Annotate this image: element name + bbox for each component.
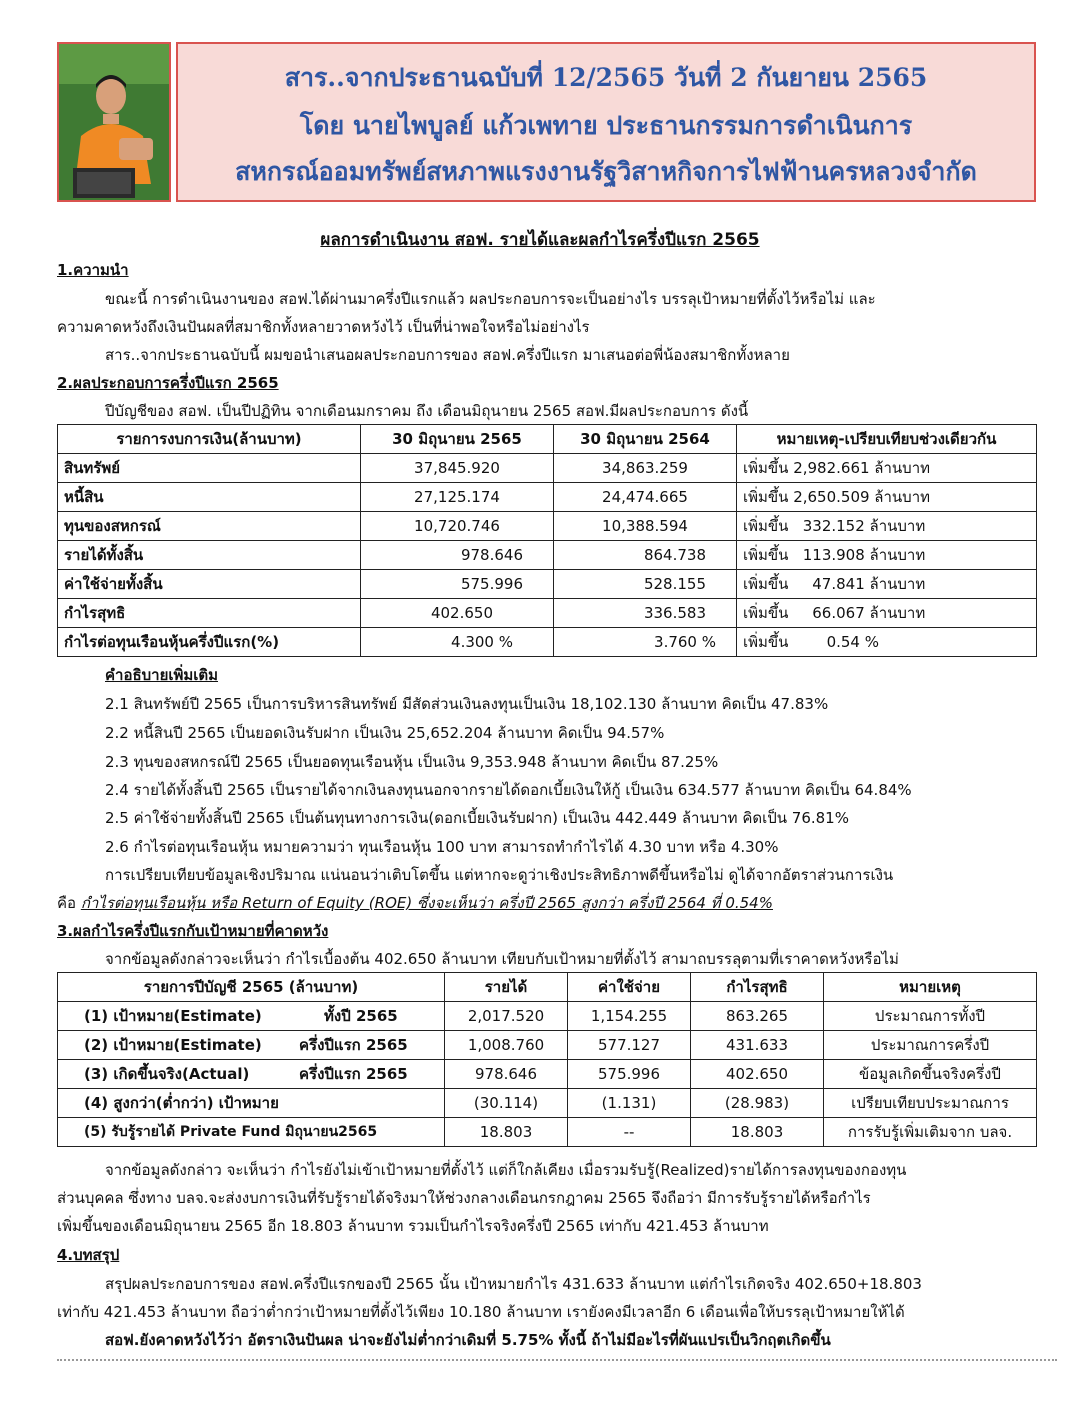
table-row [58,454,1037,483]
comparison-paragraph-b [57,891,773,915]
s3-intro: จากข้อมูลดังกล่าวจะเห็นว่า กำไรเบื้องต้น 402.650 ล้านบาท เทียบกับเป้าหมายที่ตั้งไว้ สามาถบรรลุตามที่เราคาดหวังหรือไม่ [105,950,899,968]
document-title: ผลการดำเนินงาน สอฟ. รายได้และผลกำไรครึ่งปีแรก 2565 [320,230,760,250]
s4-paragraph-a: สรุปผลประกอบการของ สอฟ.ครึ่งปีแรกของปี 2565 นั้น เป้าหมายกำไร 431.633 ล้านบาท แต่กำไรเกิดจริง 402.650+18.803 [105,1275,922,1293]
explanation-heading: คำอธิบายเพิ่มเติม [105,666,219,684]
table-row [58,1002,1037,1031]
expense: 577.127 [568,1031,691,1060]
note-value: 47.841 ล้านบาท [812,575,926,593]
row-period: ครึ่งปีแรก 2565 [299,1036,408,1054]
expense: -- [568,1118,691,1147]
header-line-1: สาร..จากประธานฉบับที่ 12/2565 วันที่ 2 กันยายน 2565 [284,63,928,92]
table-header-row [58,973,1037,1002]
explanation-2-4: 2.4 รายได้ทั้งสิ้นปี 2565 เป็นรายได้จากเงินลงทุนนอกจากรายได้ดอกเบี้ยเงินให้กู้ เป็นเงิน 634.577 ล้านบาท คิดเป็น 64.84% [105,781,912,799]
row-label: กำไรต่อทุนเรือนหุ้นครึ่งปีแรก(%) [58,628,361,657]
revenue: 1,008.760 [445,1031,568,1060]
row-label: ทุนของสหกรณ์ [58,512,361,541]
table-row [58,512,1037,541]
net-profit: 863.265 [691,1002,824,1031]
row-item: (1) เป้าหมาย(Estimate) [84,1007,262,1025]
explanation-2-2: 2.2 หนี้สินปี 2565 เป็นยอดเงินรับฝาก เป็นเงิน 25,652.204 ล้านบาท คิดเป็น 94.57% [105,724,665,742]
value-2565: 978.646 [361,541,554,570]
revenue: 18.803 [445,1118,568,1147]
row-label: หนี้สิน [58,483,361,512]
section-3-heading: 3.ผลกำไรครึ่งปีแรกกับเป้าหมายที่คาดหวัง [57,922,329,940]
header-line-2: โดย นายไพบูลย์ แก้วเพทาย ประธานกรรมการดำเนินการ [299,111,913,140]
note-value: 66.067 ล้านบาท [812,604,926,622]
explanation-2-5: 2.5 ค่าใช้จ่ายทั้งสิ้นปี 2565 เป็นต้นทุนทางการเงิน(ดอกเบี้ยเงินรับฝาก) เป็นเงิน 442.449 ล้านบาท คิดเป็น 76.81% [105,809,849,827]
table-row [58,1060,1037,1089]
revenue: 978.646 [445,1060,568,1089]
net-profit: 402.650 [691,1060,824,1089]
financial-statement-table [57,424,1037,657]
comparison-note [737,541,1037,570]
note: ข้อมูลเกิดขึ้นจริงครึ่งปี [824,1060,1037,1089]
table-row [58,1089,1037,1118]
note: การรับรู้เพิ่มเติมจาก บลจ. [824,1118,1037,1147]
roe-statement: กำไรต่อทุนเรือนหุ้น หรือ Return of Equity (ROE) ซึ่งจะเห็นว่า ครึ่งปี 2565 สูงกว่า ครึ่งปี 2564 ที่ 0.54% [80,894,773,912]
note-word: เพิ่มขึ้น [743,517,789,535]
row-label [58,1031,445,1060]
row-label [58,1118,445,1147]
value-2565: 27,125.174 [361,483,554,512]
row-label: ค่าใช้จ่ายทั้งสิ้น [58,570,361,599]
revenue: (30.114) [445,1089,568,1118]
note: ประมาณการทั้งปี [824,1002,1037,1031]
table-row [58,541,1037,570]
net-profit: (28.983) [691,1089,824,1118]
section-2-heading: 2.ผลประกอบการครึ่งปีแรก 2565 [57,374,279,392]
value-2564: 336.583 [554,599,737,628]
value-2564: 528.155 [554,570,737,599]
expense: (1.131) [568,1089,691,1118]
table-header: 30 มิถุนายน 2564 [554,425,737,454]
note-value: 0.54 % [826,633,879,651]
table-row [58,1031,1037,1060]
note-value: 2,982.661 ล้านบาท [793,459,931,477]
section-4-heading: 4.บทสรุป [57,1246,120,1264]
revenue: 2,017.520 [445,1002,568,1031]
row-label: รายได้ทั้งสิ้น [58,541,361,570]
comparison-note [737,628,1037,657]
note-value: 332.152 ล้านบาท [802,517,926,535]
header-banner [176,42,1036,202]
value-2564: 10,388.594 [554,512,737,541]
s4-paragraph-b: เท่ากับ 421.453 ล้านบาท ถือว่าต่ำกว่าเป้าหมายที่ตั้งไว้เพียง 10.180 ล้านบาท เรายังคงมีเวลาอีก 6 เดือนเพื่อให้บรรลุเป้าหมายให้ได้ [57,1303,905,1321]
value-2565: 4.300 % [361,628,554,657]
s1-paragraph-1b: ความคาดหวังถึงเงินปันผลที่สมาชิกทั้งหลายวาดหวังไว้ เป็นที่น่าพอใจหรือไม่อย่างไร [57,318,590,336]
bottom-dotted-divider [57,1359,1057,1361]
row-label [58,1060,445,1089]
target-comparison-table [57,972,1037,1147]
table-row [58,570,1037,599]
section-1-heading: 1.ความนำ [57,261,129,279]
comparison-note [737,570,1037,599]
row-label [58,1089,445,1118]
comparison-note [737,454,1037,483]
comparison-note [737,599,1037,628]
chairman-portrait-icon [59,44,169,200]
row-item: (4) สูงกว่า(ต่ำกว่า) เป้าหมาย [84,1094,279,1112]
row-label: สินทรัพย์ [58,454,361,483]
table-row [58,1118,1037,1147]
note-word: เพิ่มขึ้น [743,546,789,564]
note: ประมาณการครึ่งปี [824,1031,1037,1060]
note-word: เพิ่มขึ้น [743,604,789,622]
s3-paragraph-a: จากข้อมูลดังกล่าว จะเห็นว่า กำไรยังไม่เข้าเป้าหมายที่ตั้งไว้ แต่ก็ใกล้เคียง เมื่อรวมรับรู้(Realized)รายได้การลงทุนของกองทุน [105,1161,907,1179]
note-value: 2,650.509 ล้านบาท [793,488,931,506]
explanation-2-3: 2.3 ทุนของสหกรณ์ปี 2565 เป็นยอดทุนเรือนหุ้น เป็นเงิน 9,353.948 ล้านบาท คิดเป็น 87.25% [105,753,719,771]
table-header: รายการปีบัญชี 2565 (ล้านบาท) [58,973,445,1002]
value-2564: 3.760 % [554,628,737,657]
row-period: ครึ่งปีแรก 2565 [299,1065,408,1083]
net-profit: 431.633 [691,1031,824,1060]
value-2564: 864.738 [554,541,737,570]
table-header: หมายเหตุ-เปรียบเทียบช่วงเดียวกัน [737,425,1037,454]
note-word: เพิ่มขึ้น [743,459,789,477]
row-item: (2) เป้าหมาย(Estimate) [84,1036,262,1054]
s1-paragraph-1a: ขณะนี้ การดำเนินงานของ สอฟ.ได้ผ่านมาครึ่งปีแรกแล้ว ผลประกอบการจะเป็นอย่างไร บรรลุเป้าหมายที่ตั้งไว้หรือไม่ และ [105,290,876,308]
comparison-note [737,483,1037,512]
row-label [58,1002,445,1031]
table-header: 30 มิถุนายน 2565 [361,425,554,454]
note: เปรียบเทียบประมาณการ [824,1089,1037,1118]
s4-conclusion: สอฟ.ยังคาดหวังไว้ว่า อัตราเงินปันผล น่าจะยังไม่ต่ำกว่าเดิมที่ 5.75% ทั้งนี้ ถ้าไม่มีอะไรที่ผันแปรเป็นวิกฤตเกิดขึ้น [105,1331,831,1349]
value-2565: 402.650 [361,599,554,628]
explanation-2-6: 2.6 กำไรต่อทุนเรือนหุ้น หมายความว่า ทุนเรือนหุ้น 100 บาท สามารถทำกำไรได้ 4.30 บาท หรือ 4.30% [105,838,779,856]
value-2565: 37,845.920 [361,454,554,483]
comparison-paragraph-a: การเปรียบเทียบข้อมูลเชิงปริมาณ แน่นอนว่าเติบโตขึ้น แต่หากจะดูว่าเชิงประสิทธิภาพดีขึ้นหรือไม่ ดูได้จากอัตราส่วนการเงิน [105,866,894,884]
row-period: ทั้งปี 2565 [324,1007,398,1025]
table-header: ค่าใช้จ่าย [568,973,691,1002]
s3-paragraph-b: ส่วนบุคคล ซึ่งทาง บลจ.จะส่งงบการเงินที่รับรู้รายได้จริงมาให้ช่วงกลางเดือนกรกฎาคม 2565 จึงถือว่า มีการรับรู้รายได้หรือกำไร [57,1189,871,1207]
table-header: หมายเหตุ [824,973,1037,1002]
note-value: 113.908 ล้านบาท [802,546,926,564]
roe-prefix: คือ [57,894,81,912]
table-row [58,628,1037,657]
value-2564: 34,863.259 [554,454,737,483]
s2-intro: ปีบัญชีของ สอฟ. เป็นปีปฏิทิน จากเดือนมกราคม ถึง เดือนมิถุนายน 2565 สอฟ.มีผลประกอบการ ดังนี้ [105,402,749,420]
s1-paragraph-2: สาร..จากประธานฉบับนี้ ผมขอนำเสนอผลประกอบการของ สอฟ.ครึ่งปีแรก มาเสนอต่อพี่น้องสมาชิกทั้งหลาย [105,346,790,364]
net-profit: 18.803 [691,1118,824,1147]
note-word: เพิ่มขึ้น [743,575,789,593]
note-word: เพิ่มขึ้น [743,488,789,506]
table-header: รายได้ [445,973,568,1002]
row-item: (5) รับรู้รายได้ Private Fund มิถุนายน2565 [84,1124,378,1140]
header-line-3: สหกรณ์ออมทรัพย์สหภาพแรงงานรัฐวิสาหกิจการไฟฟ้านครหลวงจำกัด [235,157,977,186]
row-label: กำไรสุทธิ [58,599,361,628]
value-2564: 24,474.665 [554,483,737,512]
table-header: กำไรสุทธิ [691,973,824,1002]
table-row [58,483,1037,512]
expense: 1,154.255 [568,1002,691,1031]
note-word: เพิ่มขึ้น [743,633,789,651]
table-header-row [58,425,1037,454]
explanation-2-1: 2.1 สินทรัพย์ปี 2565 เป็นการบริหารสินทรัพย์ มีสัดส่วนเงินลงทุนเป็นเงิน 18,102.130 ล้านบาท คิดเป็น 47.83% [105,695,829,713]
comparison-note [737,512,1037,541]
expense: 575.996 [568,1060,691,1089]
value-2565: 575.996 [361,570,554,599]
chairman-photo [57,42,171,202]
value-2565: 10,720.746 [361,512,554,541]
row-item: (3) เกิดขึ้นจริง(Actual) [84,1065,250,1083]
table-header: รายการงบการเงิน(ล้านบาท) [58,425,361,454]
table-row [58,599,1037,628]
s3-paragraph-c: เพิ่มขึ้นของเดือนมิถุนายน 2565 อีก 18.803 ล้านบาท รวมเป็นกำไรจริงครึ่งปี 2565 เท่ากับ 421.453 ล้านบาท [57,1217,769,1235]
